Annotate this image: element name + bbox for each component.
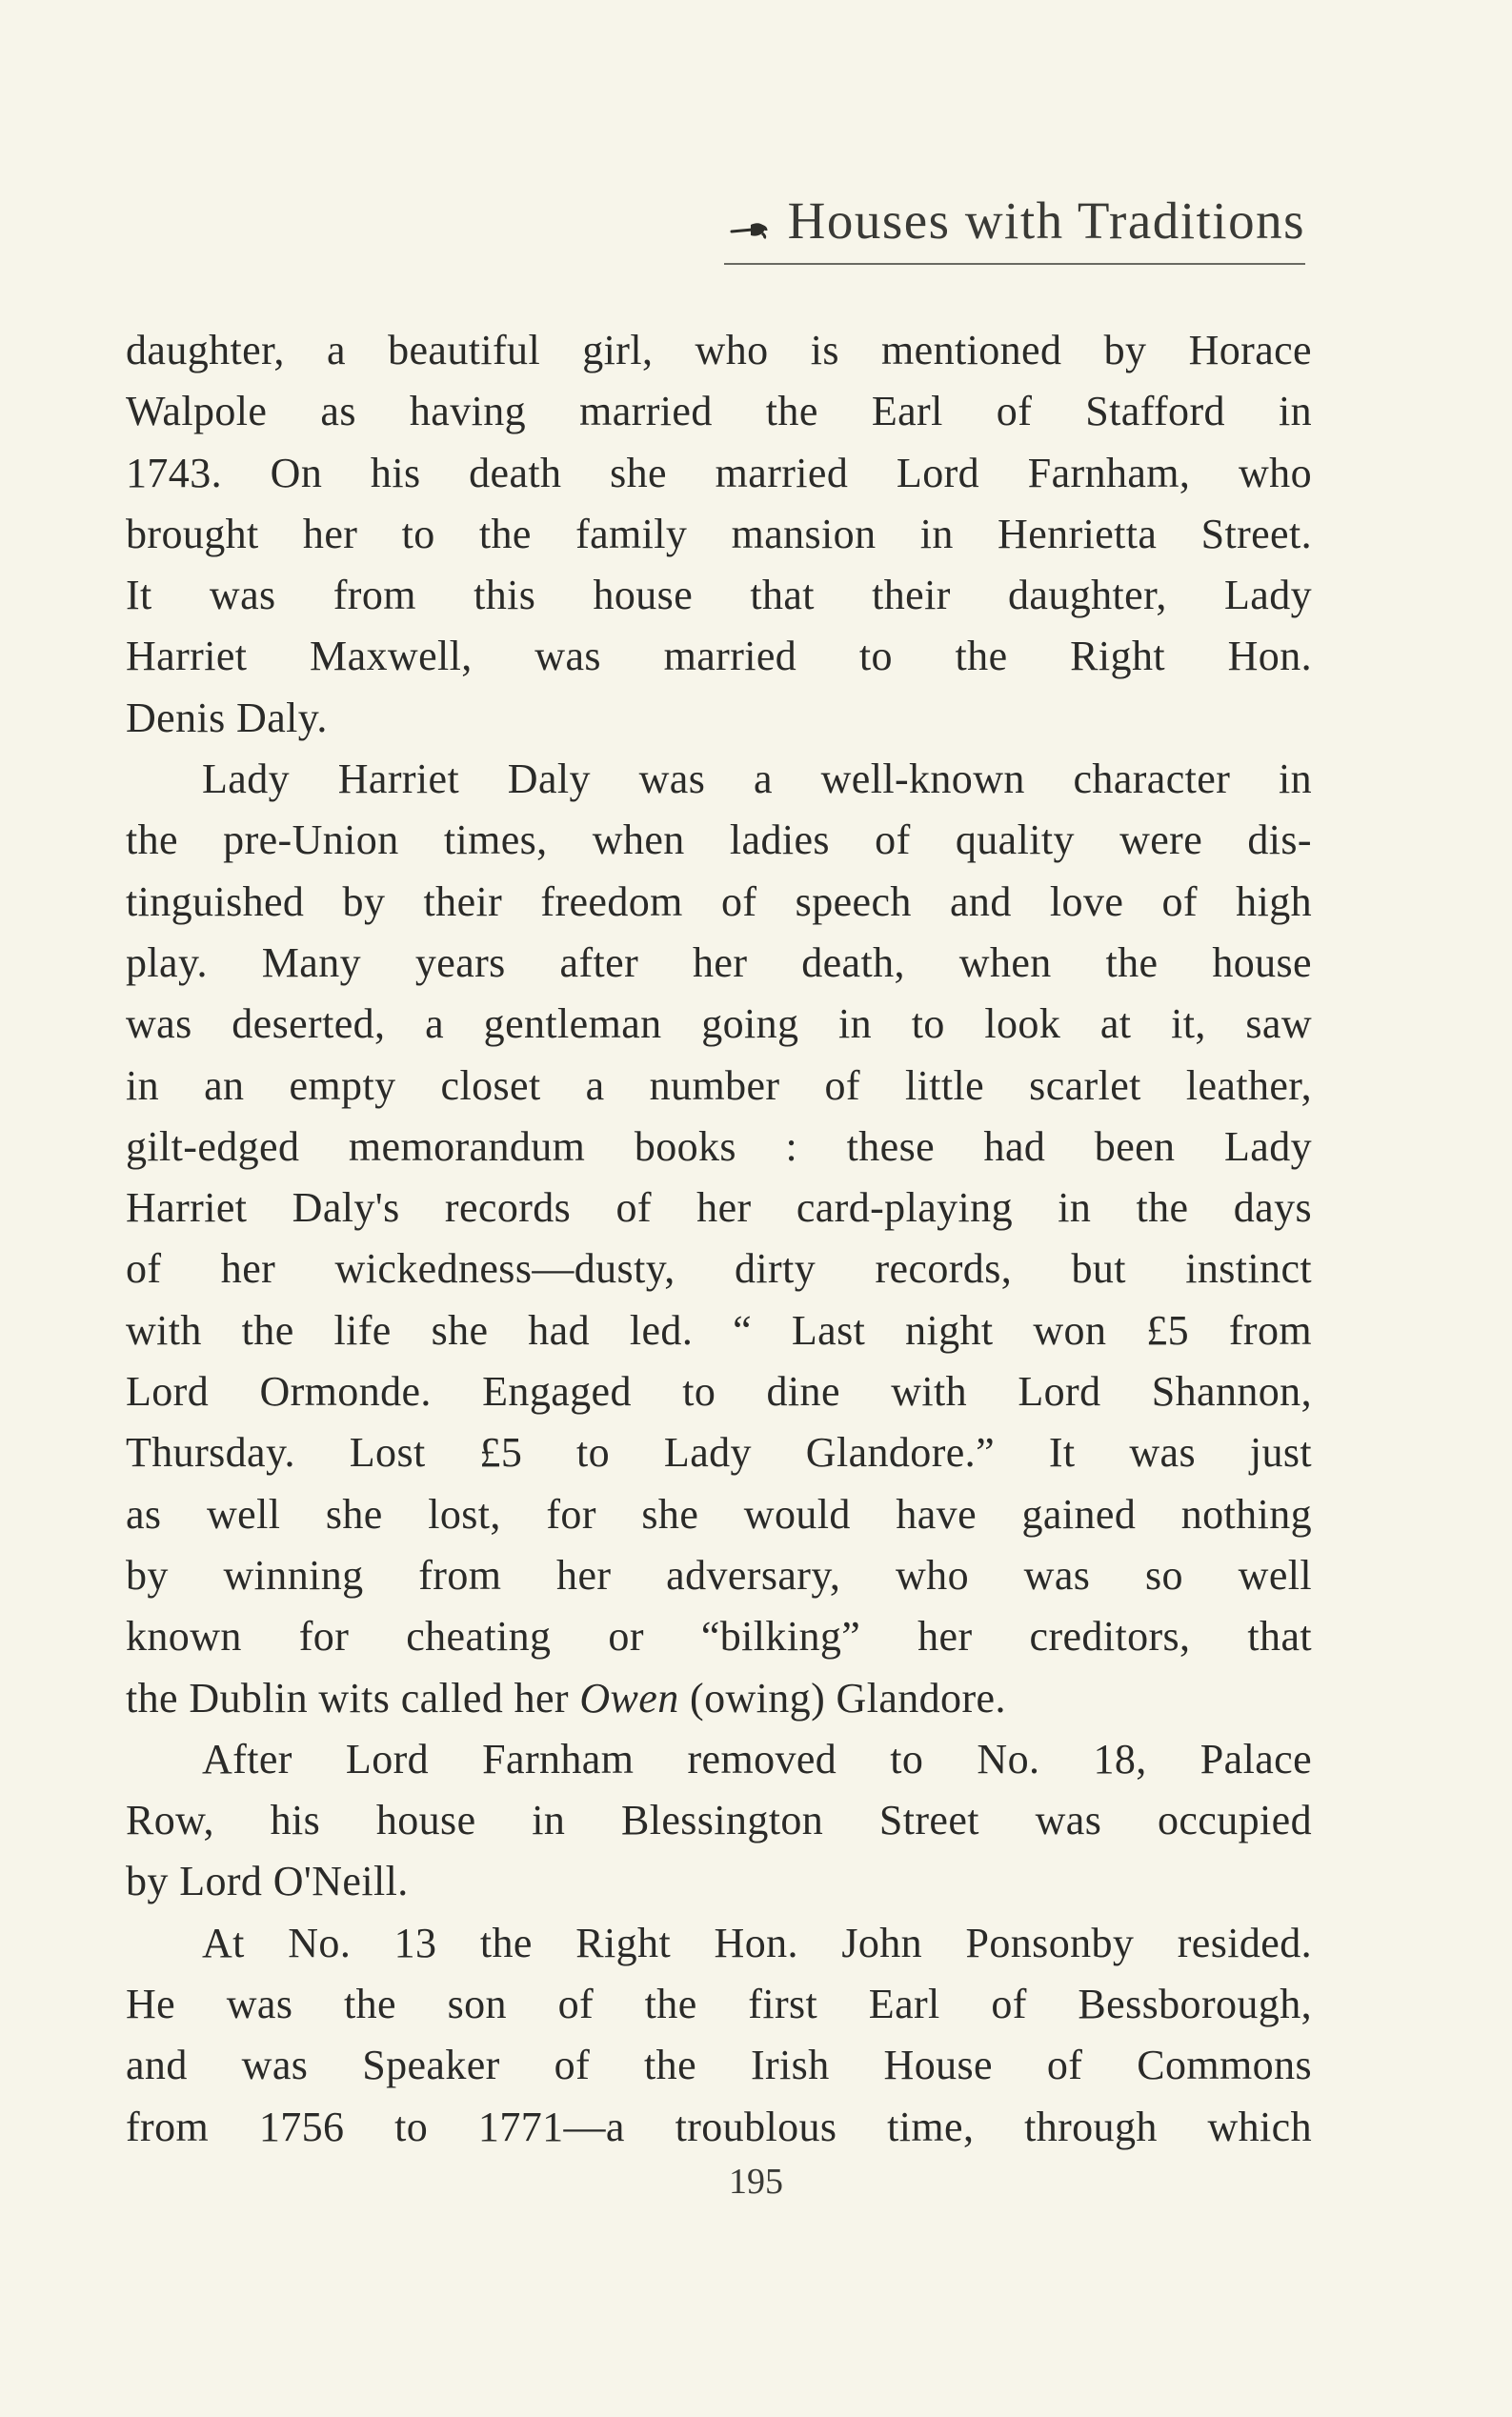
text-line: daughter, a beautiful girl, who is mentioned by Horace (126, 327, 1312, 373)
text-line: by Lord O'Neill. (126, 1858, 409, 1905)
text-line: tinguished by their freedom of speech and love of high (126, 877, 1312, 925)
text-line: play. Many years after her death, when the house (126, 938, 1312, 986)
text-line: the pre-Union times, when ladies of quality were dis- (126, 816, 1312, 864)
text-line: with the life she had led. “ Last night won £5 from (126, 1306, 1312, 1354)
text-line: Thursday. Lost £5 to Lady Glandore.” It was just (126, 1429, 1312, 1477)
text-line: At No. 13 the Right Hon. John Ponsonby resided. (202, 1919, 1312, 1966)
running-head-title: Houses with Traditions (787, 191, 1305, 250)
text-line: known for cheating or “bilking” her creditors, that (126, 1613, 1312, 1661)
text-line: from 1756 to 1771—a troublous time, through which (126, 2103, 1312, 2150)
text-line: by winning from her adversary, who was so well (126, 1551, 1312, 1599)
page-number: 195 (729, 2162, 783, 2202)
text-line: Harriet Maxwell, was married to the Right Hon. (126, 633, 1312, 680)
text-line: After Lord Farnham removed to No. 18, Palace (202, 1735, 1312, 1783)
text-line: and was Speaker of the Irish House of Commons (126, 2042, 1312, 2089)
text-segment: the Dublin wits called her (126, 1674, 580, 1722)
text-segment: (owing) Glandore. (678, 1674, 1006, 1722)
text-line: in an empty closet a number of little scarlet leather, (126, 1061, 1312, 1109)
text-line: was deserted, a gentleman going in to look at it, saw (126, 1000, 1312, 1048)
text-line: Lady Harriet Daly was a well-known character in (202, 755, 1312, 803)
text-line: brought her to the family mansion in Henrietta Street. (126, 510, 1312, 557)
text-line: 1743. On his death she married Lord Farnham, who (126, 449, 1312, 496)
text-line: gilt-edged memorandum books : these had been Lady (126, 1122, 1312, 1170)
text-line: Lord Ormonde. Engaged to dine with Lord Shannon, (126, 1368, 1312, 1416)
text-line: He was the son of the first Earl of Bessborough, (126, 1981, 1312, 2028)
running-head (724, 187, 1305, 267)
text-line-with-italic (126, 1668, 1312, 1729)
text-line: Row, his house in Blessington Street was occupied (126, 1797, 1312, 1844)
text-line: of her wickedness—dusty, dirty records, but instinct (126, 1245, 1312, 1293)
running-head-rule (724, 263, 1305, 265)
text-line: Denis Daly. (126, 694, 328, 741)
text-line: It was from this house that their daughter, Lady (126, 572, 1312, 619)
italic-name-owen: Owen (579, 1674, 679, 1722)
text-line: as well she lost, for she would have gained nothing (126, 1490, 1312, 1538)
text-line: Harriet Daly's records of her card-playing in the days (126, 1184, 1312, 1232)
body-text (126, 320, 1312, 2158)
text-line: Walpole as having married the Earl of Stafford in (126, 388, 1312, 435)
